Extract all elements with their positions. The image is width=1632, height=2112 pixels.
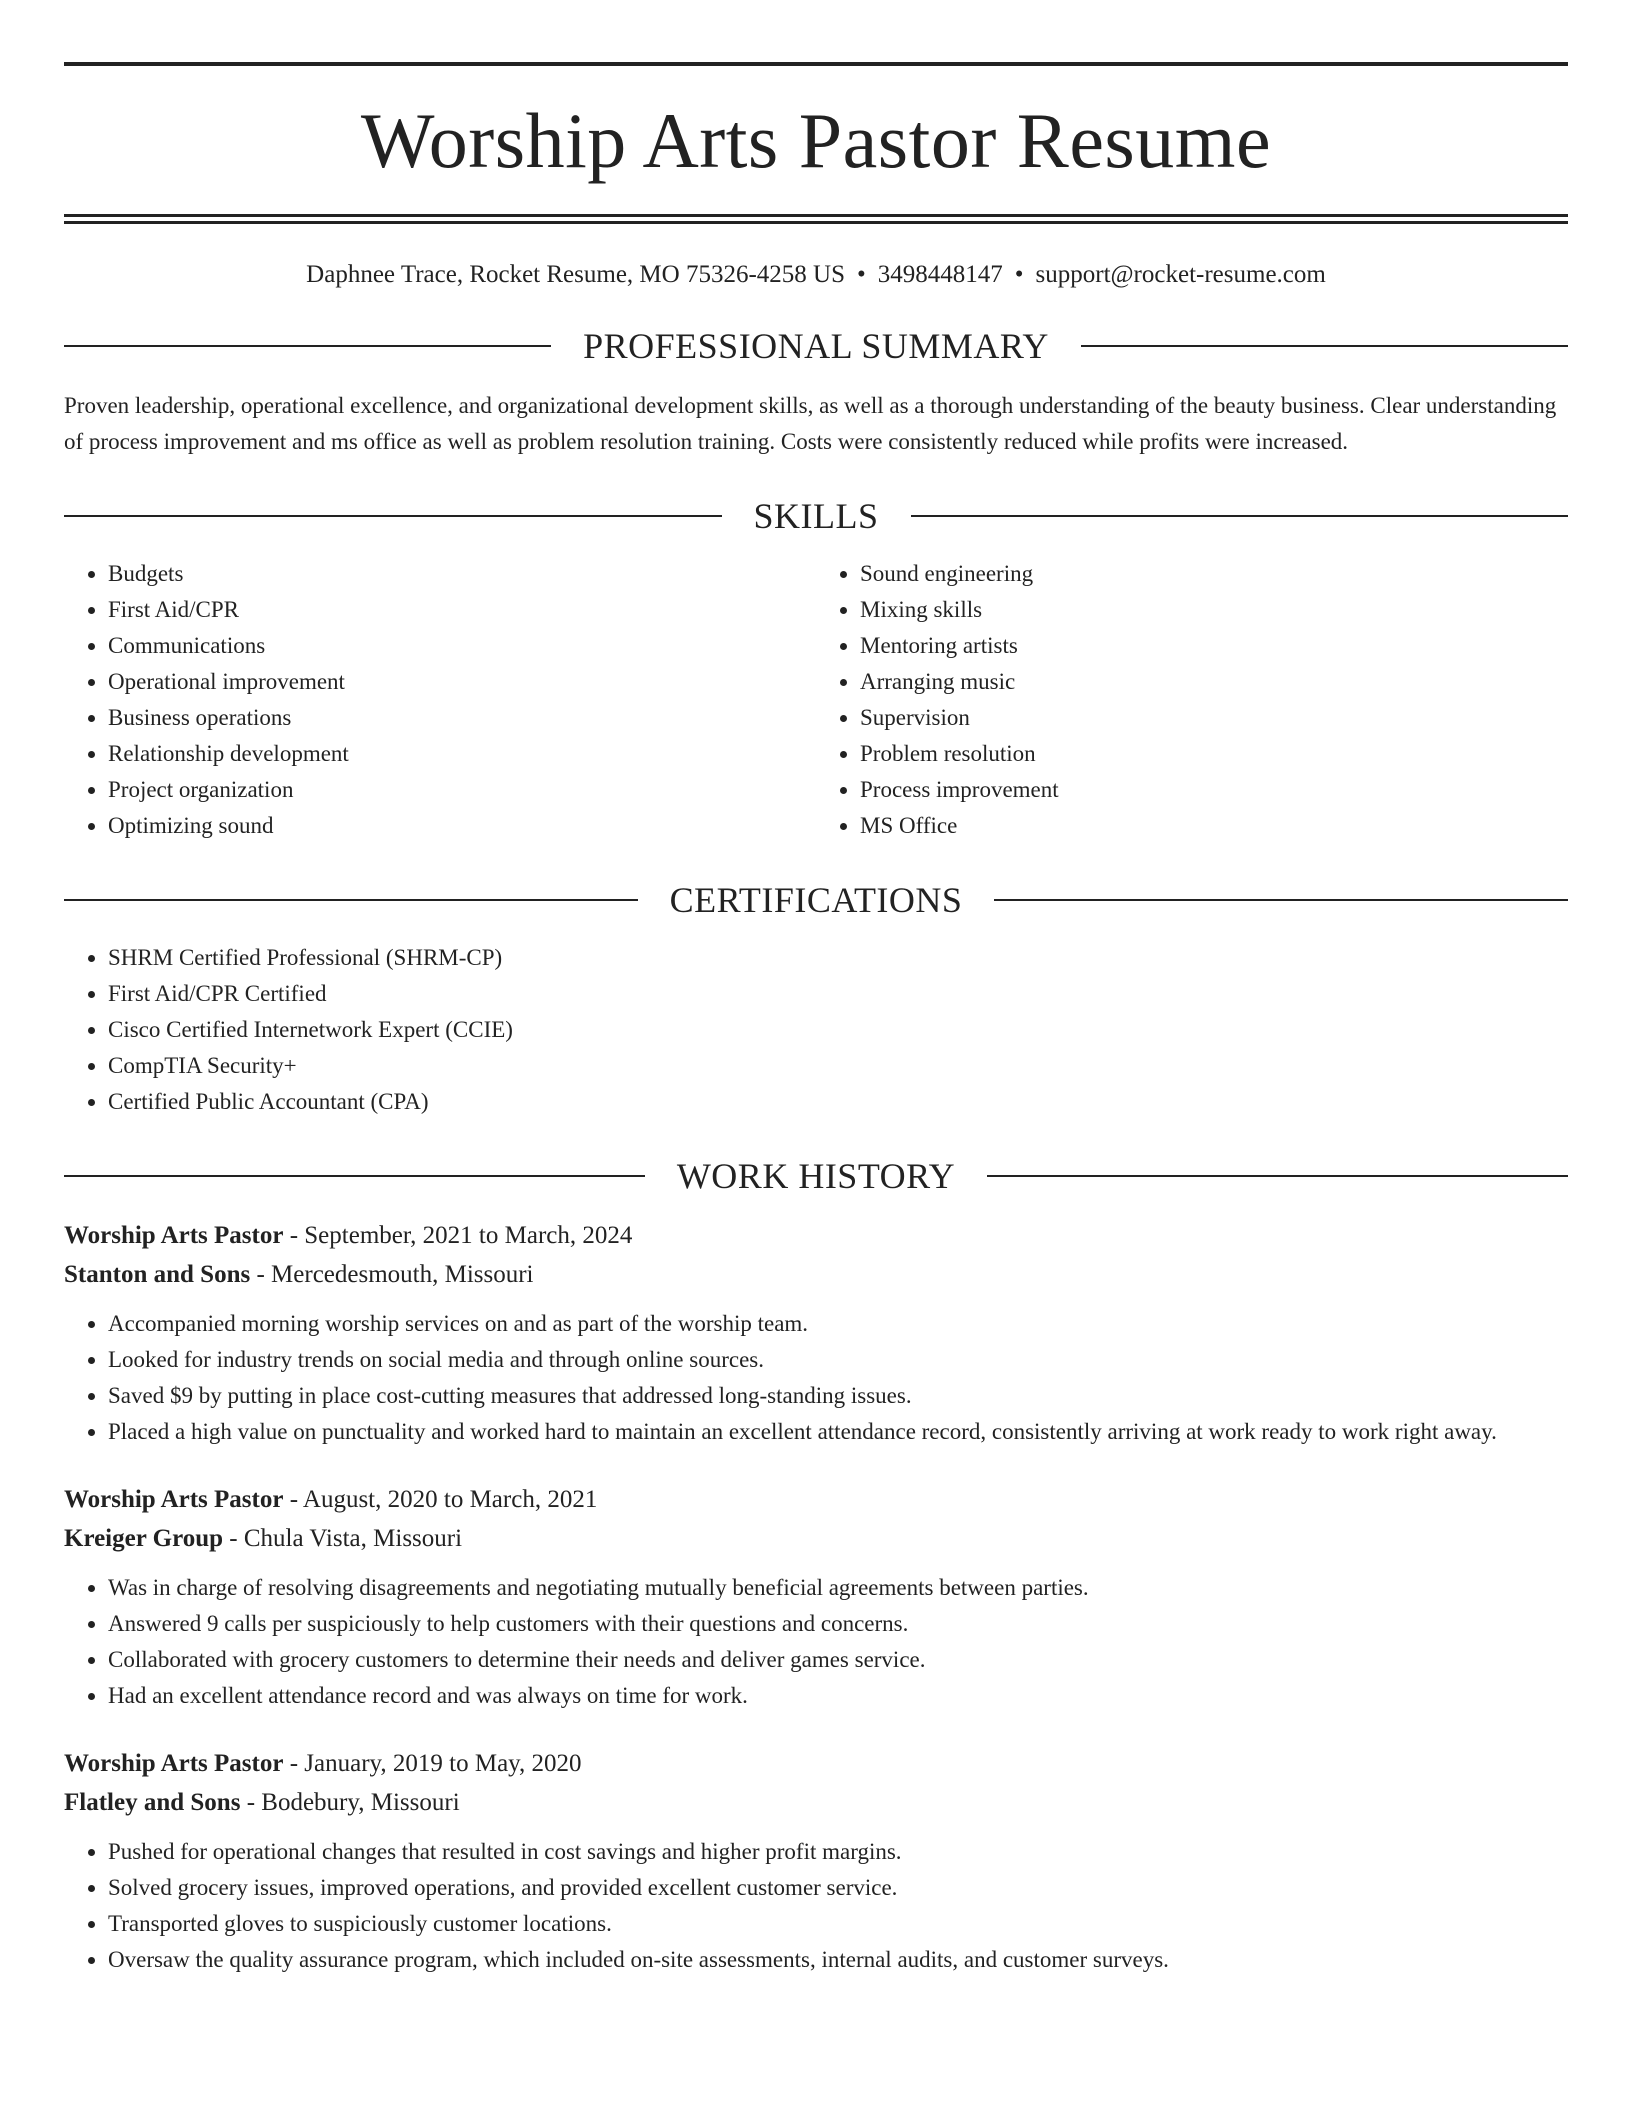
skills-list-right bbox=[816, 556, 1568, 844]
certification-item: • Certified Public Accountant (CPA) bbox=[108, 1084, 1568, 1120]
skill-item: • Mixing skills bbox=[860, 592, 1568, 628]
job-bullet: • Answered 9 calls per suspiciously to help customers with their questions and concerns. bbox=[108, 1606, 1568, 1642]
job-dates: - January, 2019 to May, 2020 bbox=[283, 1750, 582, 1777]
job-bullet: • Placed a high value on punctuality and worked hard to maintain an excellent attendance record, consistently arriving at work ready to work right away. bbox=[108, 1414, 1568, 1450]
job-bullet: • Saved $9 by putting in place cost-cutting measures that addressed long-standing issues. bbox=[108, 1378, 1568, 1414]
certification-item: • SHRM Certified Professional (SHRM-CP) bbox=[108, 940, 1568, 976]
job-bullet: • Accompanied morning worship services on and as part of the worship team. bbox=[108, 1306, 1568, 1342]
certification-item: • First Aid/CPR Certified bbox=[108, 976, 1568, 1012]
summary-heading: PROFESSIONAL SUMMARY bbox=[583, 326, 1049, 366]
job-company-line bbox=[64, 1783, 1568, 1822]
job-company-line bbox=[64, 1255, 1568, 1294]
top-rule bbox=[64, 62, 1568, 66]
heading-rule-left bbox=[64, 899, 638, 901]
job-role: Worship Arts Pastor bbox=[64, 1750, 284, 1777]
heading-rule-left bbox=[64, 345, 551, 347]
job-entry bbox=[64, 1744, 1568, 1978]
job-company-line bbox=[64, 1519, 1568, 1558]
skills-column-left bbox=[64, 556, 816, 844]
certifications-list bbox=[64, 940, 1568, 1120]
heading-rule-right bbox=[911, 515, 1569, 517]
job-bullet: • Oversaw the quality assurance program, which included on-site assessments, internal audits, and customer surveys. bbox=[108, 1942, 1568, 1978]
skill-item: • Operational improvement bbox=[108, 664, 816, 700]
job-bullet: • Was in charge of resolving disagreements and negotiating mutually beneficial agreements between parties. bbox=[108, 1570, 1568, 1606]
skill-item: • Relationship development bbox=[108, 736, 816, 772]
contact-email: support@rocket-resume.com bbox=[1035, 261, 1326, 288]
skills-heading: SKILLS bbox=[753, 496, 879, 536]
job-company: Stanton and Sons bbox=[64, 1261, 251, 1288]
skill-item: • Sound engineering bbox=[860, 556, 1568, 592]
skills-column-right bbox=[816, 556, 1568, 844]
job-title-line bbox=[64, 1480, 1568, 1519]
summary-section-heading bbox=[64, 328, 1568, 364]
contact-address: Daphnee Trace, Rocket Resume, MO 75326-4258 US bbox=[306, 261, 845, 288]
job-role: Worship Arts Pastor bbox=[64, 1486, 284, 1513]
skill-item: • Arranging music bbox=[860, 664, 1568, 700]
skill-item: • First Aid/CPR bbox=[108, 592, 816, 628]
job-company: Flatley and Sons bbox=[64, 1789, 241, 1816]
heading-rule-left bbox=[64, 1175, 645, 1177]
job-company: Kreiger Group bbox=[64, 1525, 224, 1552]
summary-text: Proven leadership, operational excellence, and organizational development skills, as well as a thorough understanding of the beauty business. Clear understanding of process improvement and ms office as well as problem resolution training. Costs were consistently reduced while profits were increased. bbox=[64, 393, 1557, 454]
heading-rule-right bbox=[1081, 345, 1568, 347]
job-role: Worship Arts Pastor bbox=[64, 1222, 284, 1249]
skills-section-heading bbox=[64, 498, 1568, 534]
job-bullet: • Looked for industry trends on social media and through online sources. bbox=[108, 1342, 1568, 1378]
job-bullets bbox=[64, 1570, 1568, 1714]
contact-separator: • bbox=[857, 261, 866, 288]
skill-item: • Mentoring artists bbox=[860, 628, 1568, 664]
skills-list-left bbox=[64, 556, 816, 844]
job-location: - Bodebury, Missouri bbox=[240, 1789, 460, 1816]
work-history-section-heading bbox=[64, 1158, 1568, 1194]
skill-item: • Business operations bbox=[108, 700, 816, 736]
job-dates: - August, 2020 to March, 2021 bbox=[283, 1486, 598, 1513]
heading-rule-right bbox=[987, 1175, 1568, 1177]
work-history-heading: WORK HISTORY bbox=[676, 1156, 956, 1196]
heading-rule-right bbox=[994, 899, 1568, 901]
skill-item: • Problem resolution bbox=[860, 736, 1568, 772]
certifications-section-heading bbox=[64, 882, 1568, 918]
resume-title: Worship Arts Pastor Resume bbox=[360, 97, 1272, 184]
job-bullet: • Pushed for operational changes that resulted in cost savings and higher profit margins. bbox=[108, 1834, 1568, 1870]
skill-item: • Project organization bbox=[108, 772, 816, 808]
job-bullets bbox=[64, 1306, 1568, 1450]
skill-item: • Supervision bbox=[860, 700, 1568, 736]
skill-item: • Optimizing sound bbox=[108, 808, 816, 844]
job-bullet: • Had an excellent attendance record and was always on time for work. bbox=[108, 1678, 1568, 1714]
contact-separator: • bbox=[1014, 261, 1024, 288]
heading-rule-left bbox=[64, 515, 722, 517]
certification-item: • Cisco Certified Internetwork Expert (CCIE) bbox=[108, 1012, 1568, 1048]
job-entry bbox=[64, 1216, 1568, 1450]
job-title-line bbox=[64, 1216, 1568, 1255]
job-entry bbox=[64, 1480, 1568, 1714]
job-bullet: • Collaborated with grocery customers to determine their needs and deliver games service. bbox=[108, 1642, 1568, 1678]
job-bullets bbox=[64, 1834, 1568, 1978]
skills-columns bbox=[64, 556, 1568, 844]
job-location: - Chula Vista, Missouri bbox=[223, 1525, 463, 1552]
job-dates: - September, 2021 to March, 2024 bbox=[283, 1222, 633, 1249]
certifications-heading: CERTIFICATIONS bbox=[669, 880, 963, 920]
skill-item: • MS Office bbox=[860, 808, 1568, 844]
skill-item: • Communications bbox=[108, 628, 816, 664]
contact-line bbox=[64, 260, 1568, 290]
job-bullet: • Solved grocery issues, improved operations, and provided excellent customer service. bbox=[108, 1870, 1568, 1906]
skill-item: • Process improvement bbox=[860, 772, 1568, 808]
job-bullet: • Transported gloves to suspiciously customer locations. bbox=[108, 1906, 1568, 1942]
job-title-line bbox=[64, 1744, 1568, 1783]
contact-phone: 3498448147 bbox=[877, 261, 1003, 288]
certification-item: • CompTIA Security+ bbox=[108, 1048, 1568, 1084]
title-double-rule bbox=[64, 214, 1568, 224]
job-location: - Mercedesmouth, Missouri bbox=[250, 1261, 534, 1288]
skill-item: • Budgets bbox=[108, 556, 816, 592]
